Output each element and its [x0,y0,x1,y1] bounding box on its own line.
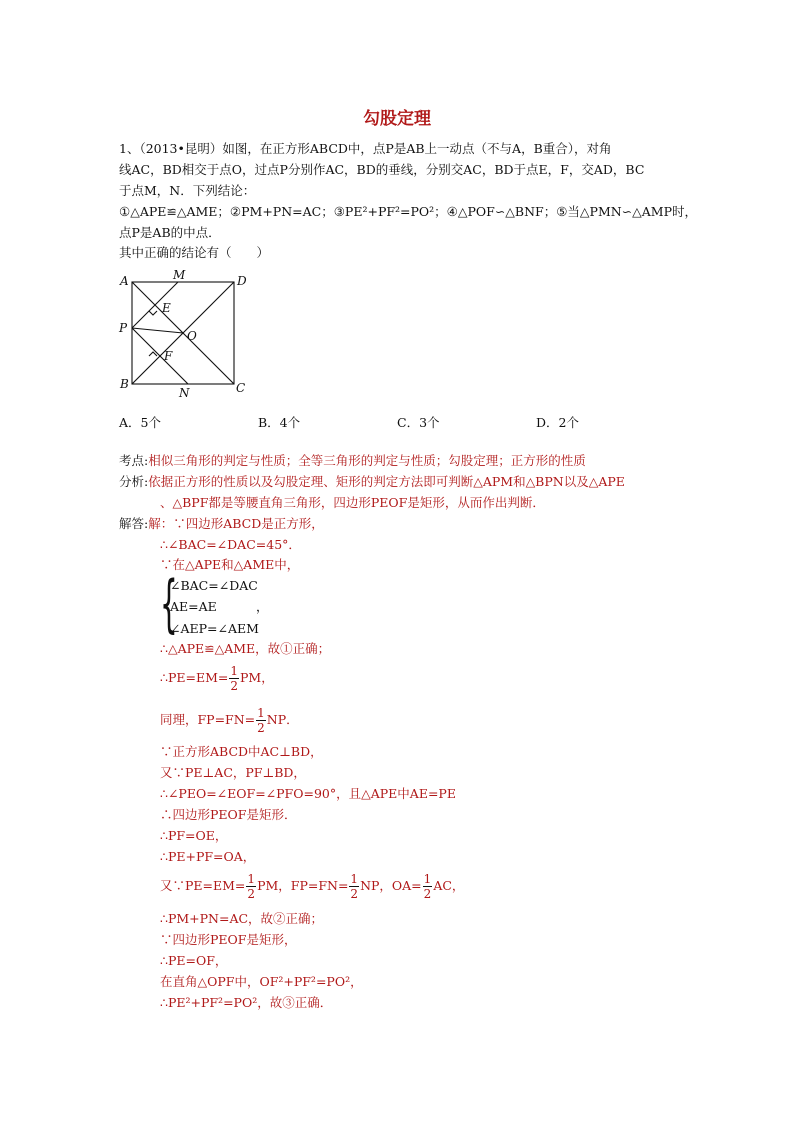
label-n: N [179,386,190,400]
option-c: C．3个 [397,415,440,430]
geometry-figure [112,268,262,403]
system-comma: ， [256,599,269,614]
solution-step-4: ∴△APE≌△AME，故①正确； [160,641,331,656]
label-e: E [162,301,171,315]
fenxi-text-1: 依据正方形的性质以及勾股定理、矩形的判定方法即可判断△APM和△BPN以及△APE [148,474,625,489]
numerator: 1 [230,664,238,678]
fraction-half [229,664,239,693]
jieda-label: 解答: [119,516,149,531]
step5-post: PM， [240,670,274,685]
kaodian-label: 考点: [119,453,149,468]
fenxi-line-2: 、△BPF都是等腰直角三角形，四边形PEOF是矩形，从而作出判断． [160,495,545,510]
kaodian-text: 相似三角形的判定与性质；全等三角形的判定与性质；勾股定理；正方形的性质 [148,453,586,468]
label-f: F [164,349,173,363]
jieda-line [119,515,324,533]
option-a: A．5个 [119,415,161,430]
solution-step-16: ∴PE=OF， [160,953,228,968]
question-line-5: 点P是AB的中点． [119,225,221,240]
solution-step-15: ∵四边形PEOF是矩形， [160,932,297,947]
step13-c: NP，OA= [360,878,422,893]
option-b: B．4个 [258,415,301,430]
denominator: 2 [230,679,238,693]
solution-step-18: ∴PE²+PF²=PO²，故③正确． [160,995,333,1010]
denominator: 2 [257,721,265,735]
step6-post: NP． [266,712,299,727]
question-line-2: 线AC，BD相交于点O，过点P分别作AC，BD的垂线，分别交AC，BD于点E，F，交AD，BC [119,162,645,177]
numerator: 1 [350,872,359,886]
label-b: B [120,377,129,391]
solution-step-17: 在直角△OPF中，OF²+PF²=PO²， [160,974,363,989]
denominator: 2 [423,887,432,901]
step13-d: AC， [433,878,465,893]
solution-step-5 [160,664,274,693]
page-title: 勾股定理 [363,109,431,129]
denominator: 2 [247,887,256,901]
label-a: A [120,274,129,288]
system-eq-1: ∠BAC=∠DAC [170,578,258,593]
step6-pre: 同理，FP=FN= [160,712,256,727]
solution-step-3: ∵在△APE和△AME中， [160,557,300,572]
fraction-half [349,872,359,901]
solution-step-14: ∴PM+PN=AC，故②正确； [160,911,324,926]
segment-po [132,328,183,333]
right-angle-f [149,352,157,356]
label-m: M [173,268,186,282]
numerator: 1 [247,872,256,886]
solution-step-6 [160,706,299,735]
numerator: 1 [423,872,432,886]
fenxi-label: 分析: [119,474,149,489]
label-c: C [236,381,246,395]
fraction-half [256,706,266,735]
numerator: 1 [257,706,265,720]
label-d: D [237,274,247,288]
step13-b: PM，FP=FN= [257,878,349,893]
solution-step-10: ∴四边形PEOF是矩形． [160,807,297,822]
solution-step-7: ∵正方形ABCD中AC⊥BD， [160,744,323,759]
solution-step-1: 解：∵四边形ABCD是正方形， [148,516,324,531]
label-p: P [119,321,128,335]
fraction-half [246,872,256,901]
system-eq-2: AE=AE [170,599,217,614]
kaodian-line [119,452,586,470]
solution-step-12: ∴PE+PF=OA， [160,849,256,864]
solution-step-13 [160,872,464,901]
solution-step-9: ∴∠PEO=∠EOF=∠PFO=90°，且△APE中AE=PE [160,786,456,801]
fenxi-line-1 [119,473,625,491]
question-line-3: 于点M，N．下列结论： [119,183,256,198]
solution-step-2: ∴∠BAC=∠DAC=45°． [160,537,301,552]
question-line-6: 其中正确的结论有（ ） [119,245,270,260]
denominator: 2 [350,887,359,901]
solution-step-8: 又∵PE⊥AC，PF⊥BD， [160,765,306,780]
fraction-half [423,872,433,901]
step13-a: 又∵PE=EM= [160,878,246,893]
system-brace: { [160,567,178,640]
right-angle-e [149,311,157,315]
label-o: O [187,329,197,343]
question-line-4: ①△APE≌△AME；②PM+PN=AC；③PE²+PF²=PO²；④△POF∽△BNF；⑤当△PMN∽△AMP时， [119,204,698,219]
question-line-1: 1、（2013•昆明）如图，在正方形ABCD中，点P是AB上一动点（不与A，B重合），对角 [119,141,612,156]
step5-pre: ∴PE=EM= [160,670,229,685]
system-eq-3: ∠AEP=∠AEM [170,621,259,636]
option-d: D．2个 [536,415,579,430]
solution-step-11: ∴PF=OE， [160,828,228,843]
